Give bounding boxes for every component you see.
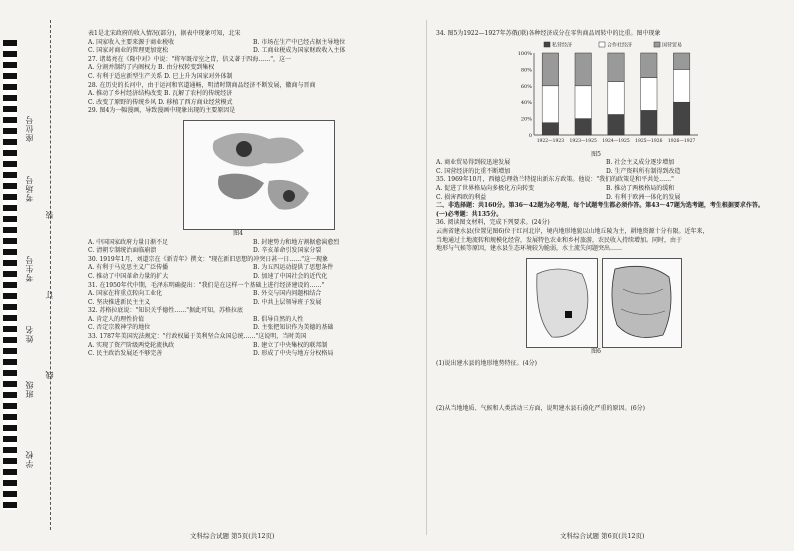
bar-segment xyxy=(575,85,591,118)
q32-stem: 32. 苏格拉底说："知识关乎德性……"据此可知，苏格拉底 xyxy=(88,307,243,315)
bar-segment xyxy=(575,118,591,134)
figure5-caption: 图5 xyxy=(591,150,601,158)
q26-option-d: D. 工商业税成为国家财政收入主体 xyxy=(253,47,346,55)
x-tick-label: 1925—1926 xyxy=(635,138,663,144)
q35-option-d: D. 有利于欧洲一体化的发展 xyxy=(606,193,681,201)
q33-option-b: B. 建立了中央集权的联邦制 xyxy=(253,341,328,349)
y-tick-label: 80% xyxy=(520,66,532,73)
binding-stripes xyxy=(3,40,17,510)
right-page-footer: 文科综合试题 第6页(共12页) xyxy=(560,532,645,540)
section2-subtitle: (一)必考题：共135分。 xyxy=(436,210,503,218)
seal-word-1: 装 xyxy=(45,210,54,219)
q34-option-b: B. 社会主义成分逐步增加 xyxy=(606,159,675,167)
legend-label: 国营贸易 xyxy=(662,42,683,49)
q26-option-b: B. 市场在生产中已经占据主导地位 xyxy=(253,38,346,46)
stacked-bar-chart xyxy=(506,39,706,151)
page-fold-divider xyxy=(426,20,427,535)
right-page xyxy=(436,30,776,414)
q31-options-row1 xyxy=(88,290,418,299)
seal-word-3: 线 xyxy=(45,370,54,379)
cartoon-map-svg xyxy=(184,121,334,229)
q33-option-c: C. 民主政治发展还不够完善 xyxy=(88,350,163,358)
q35-options-row1 xyxy=(436,185,776,194)
q30-option-d: D. 加速了中国社会的近代化 xyxy=(253,272,328,280)
q33-options-row1 xyxy=(88,342,418,351)
jianshui-map-svg xyxy=(603,259,681,347)
bar-segment xyxy=(641,77,657,110)
q30-stem: 30. 1919年1月，刘道宗在《新青年》撰文："现在新旧思想的冲突日甚一日……"这一现象 xyxy=(88,255,329,263)
q29-option-d: D. 辛亥革命引发国家分裂 xyxy=(253,247,322,255)
bar-segment xyxy=(542,122,558,134)
q36-material-1: 云南省建水县(位置见图6)位于红河北岸，境内地形地貌以山地丘陵为主，耕地资源十分有限。近年来， xyxy=(436,227,709,235)
yunnan-map xyxy=(526,258,598,348)
legend-swatch xyxy=(654,42,660,47)
q30-option-c: C. 推动了中国革命力量的扩大 xyxy=(88,272,169,280)
bar-segment xyxy=(608,53,624,82)
cartoon-map-figure xyxy=(183,120,335,230)
bar-segment xyxy=(641,110,657,135)
section2-title: 二、非选择题：共160分。第36～42题为必考题，每个试题考生都必须作答。第43～47题为选考题，考生根据要求作答。 xyxy=(436,202,764,210)
q31-option-b: B. 外交与国内问题相结合 xyxy=(253,290,322,298)
binding-label-class: 班级 xyxy=(25,380,34,398)
bar-segment xyxy=(641,53,657,78)
q34-options-row1 xyxy=(436,159,776,168)
y-tick-label: 40% xyxy=(520,99,532,106)
binding-strip xyxy=(0,0,62,551)
q30-options-row2 xyxy=(88,273,418,282)
q34-option-a: A. 商业贸易得到较迅速发展 xyxy=(436,159,511,167)
q35-option-c: C. 损害西欧的利益 xyxy=(436,193,487,201)
q35-option-a: A. 促进了世界格局向多极化方向转变 xyxy=(436,184,535,192)
binding-label-seat: 座位号 xyxy=(25,115,34,142)
q29-options-row2 xyxy=(88,247,418,256)
q36-stem: 36. 阅读图文材料，完成下列要求。(24分) xyxy=(436,219,550,227)
y-tick-label: 20% xyxy=(520,116,532,123)
q30-option-a: A. 有利于马克思主义广泛传播 xyxy=(88,264,169,272)
q32-option-a: A. 肯定人的理性价值 xyxy=(88,315,145,323)
q31-options-row2 xyxy=(88,299,418,308)
q32-options-row2 xyxy=(88,324,418,333)
q32-option-d: D. 主张把知识作为美德的基础 xyxy=(253,324,334,332)
figure4-caption: 图4 xyxy=(233,229,243,237)
q31-option-d: D. 中共上层领导班子发展 xyxy=(253,298,322,306)
q29-option-a: A. 中国国家政府力量日渐不足 xyxy=(88,238,169,246)
bar-segment xyxy=(542,53,558,86)
q31-stem: 31. 在1950年代中期，毛泽东明确提出："我们是在这样一个基础上进行经济建设的……" xyxy=(88,281,325,289)
figure6-caption: 图6 xyxy=(591,347,601,355)
q27-options-ab: A. 分割并制约了内阁权力 B. 由分权转变到集权 xyxy=(88,64,215,72)
q29-stem: 29. 图4为一幅漫画，导致漫画中现象出现的主要原因是 xyxy=(88,107,236,115)
binding-label-name: 姓名 xyxy=(25,325,34,343)
seal-line xyxy=(50,20,51,530)
x-tick-label: 1922—1923 xyxy=(536,138,565,144)
left-page xyxy=(88,30,418,359)
bar-segment xyxy=(542,85,558,122)
q32-option-b: B. 倡导自然的人性 xyxy=(253,315,304,323)
q26-stem: 表1是北宋政府的收入情况(部分)，据表中现象可知，北宋 xyxy=(88,30,241,37)
bar-segment xyxy=(673,53,689,69)
y-tick-label: 0 xyxy=(528,132,532,139)
bar-segment xyxy=(608,114,624,135)
q26-option-a: A. 国家收入主要来源于商业税收 xyxy=(88,38,175,46)
q28-options-cd: C. 改变了原野的传统乡风 D. 移植了西方商业经营模式 xyxy=(88,98,233,106)
q28-stem: 28. 在历史的长河中，由于运河和官道通畅，明清时期商品经济不断发展，徽商与晋商 xyxy=(88,81,316,89)
legend-label: 合作社经济 xyxy=(607,42,633,49)
bar-segment xyxy=(608,81,624,114)
y-tick-label: 100% xyxy=(517,50,532,57)
seal-word-2: 订 xyxy=(45,290,54,299)
legend-swatch xyxy=(544,42,550,47)
q27-stem: 27. 诸葛亮在《隆中对》中说："将军既帝室之胄，信义著于四海……"，这一 xyxy=(88,55,291,63)
q36-sub1: (1)说出建水县的地形地势特征。(4分) xyxy=(436,360,537,368)
q28-options-ab: A. 推动了乡村经济结构改变 B. 瓦解了农村的传统经济 xyxy=(88,90,233,98)
q34-option-c: C. 国营经济的比重不断增加 xyxy=(436,167,511,175)
q35-option-b: B. 推动了两极格局的缓和 xyxy=(606,184,675,192)
left-page-footer: 文科综合试题 第5页(共12页) xyxy=(190,532,275,540)
q30-option-b: B. 为五四运动提供了思想条件 xyxy=(253,264,334,272)
q29-option-c: C. 清朝专制统治面临崩溃 xyxy=(88,247,157,255)
q27-options-cd: C. 有利于适应新型生产关系 D. 巳上升为国家对外体制 xyxy=(88,72,233,80)
figure6-maps xyxy=(526,258,776,348)
bar-segment xyxy=(673,69,689,102)
legend-swatch xyxy=(599,42,605,47)
x-tick-label: 1923—1925 xyxy=(569,138,597,144)
bar-segment xyxy=(575,53,591,86)
q36-sub2: (2)从当地地质、气候和人类活动三方面，说明建水县石漠化严重的原因。(6分) xyxy=(436,404,645,412)
answer-space-1 xyxy=(436,369,776,405)
q35-options-row2 xyxy=(436,194,776,203)
q26-options-row2 xyxy=(88,47,418,56)
binding-label-school: 学校 xyxy=(25,450,34,468)
x-tick-label: 1926—1927 xyxy=(667,138,696,144)
q36-material-2: 当地通过土地流转和规模化经营，发展特色农业和乡村旅游，农民收入持续增加。同时，由于 xyxy=(436,236,683,244)
q33-options-row2 xyxy=(88,350,418,359)
q36-material-3: 地形与气候等原因，建水县生态环境较为脆弱，水土流失问题突出…… xyxy=(436,245,623,253)
q35-stem: 35. 1969年10月，西德总理勃兰特提出新东方政策。他说："我们的政策是和平共处……" xyxy=(436,176,674,184)
x-tick-label: 1924—1925 xyxy=(602,138,630,144)
q30-options-row1 xyxy=(88,264,418,273)
q31-option-c: C. 坚决推进新民主主义 xyxy=(88,298,151,306)
q26-option-c: C. 国家对商业的管理更加宽松 xyxy=(88,47,169,55)
yunnan-map-svg xyxy=(527,259,597,347)
q33-stem: 33. 1787年美国宪法规定："行政权属于美利坚合众国总统……"这说明，当时美国 xyxy=(88,333,307,341)
y-tick-label: 60% xyxy=(520,83,532,90)
legend-label: 私营经济 xyxy=(552,42,573,49)
jianshui-map xyxy=(602,258,682,348)
bar-segment xyxy=(673,102,689,135)
binding-label-exam-no: 考生号 xyxy=(25,255,34,282)
q34-stem: 34. 图5为1922—1927年苏俄(联)各种经济成分在零售商品周转中的比重。图中现象 xyxy=(436,30,661,37)
q32-option-c: C. 否定宗教神学的地位 xyxy=(88,324,151,332)
q26-options-row1 xyxy=(88,39,418,48)
q29-option-b: B. 封建势力和地方割据愈演愈烈 xyxy=(253,238,340,246)
binding-label-room: 考场号 xyxy=(25,175,34,202)
q29-options-row1 xyxy=(88,239,418,248)
q33-option-a: A. 实现了资产阶级两党轮流执政 xyxy=(88,341,175,349)
q34-option-d: D. 生产资料所有制得到改造 xyxy=(606,167,681,175)
q33-option-d: D. 形成了中央与地方分权格局 xyxy=(253,350,334,358)
q31-option-a: A. 国家在将重点转向工业化 xyxy=(88,290,163,298)
